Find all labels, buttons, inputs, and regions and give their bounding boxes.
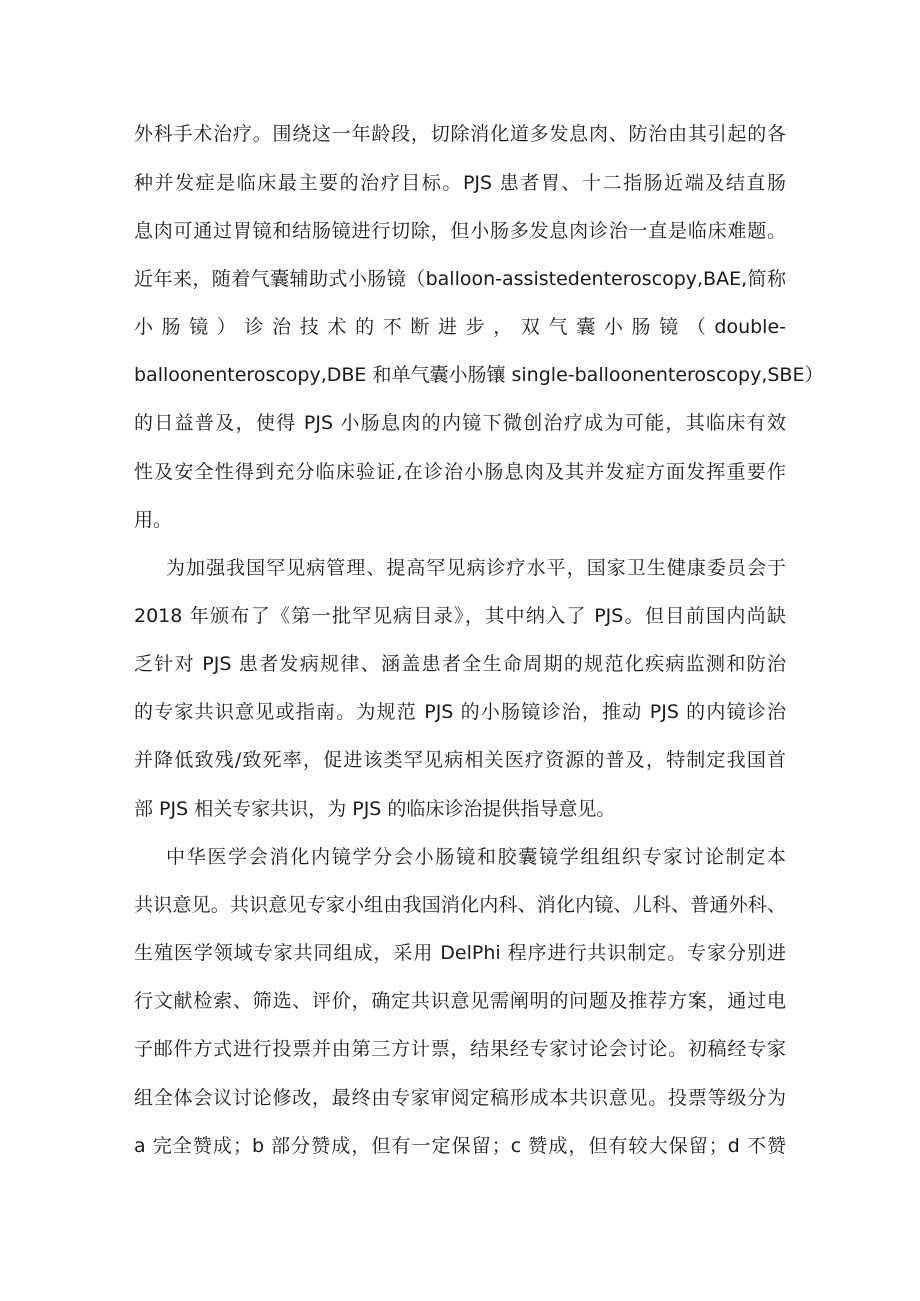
text-line: 生殖医学领域专家共同组成，采用 DelPhi 程序进行共识制定。专家分别进 [134, 942, 786, 964]
text-line: a 完全赞成；b 部分赞成，但有一定保留；c 赞成，但有较大保留；d 不赞 [134, 1135, 786, 1157]
text-line: 性及安全性得到充分临床验证,在诊治小肠息肉及其并发症方面发挥重要作 [134, 461, 786, 483]
text-line: 共识意见。共识意见专家小组由我国消化内科、消化内镜、儿科、普通外科、 [134, 894, 786, 916]
text-line: 种并发症是临床最主要的治疗目标。PJS 患者胃、十二指肠近端及结直肠 [134, 172, 786, 194]
text-line: 的日益普及，使得 PJS 小肠息肉的内镜下微创治疗成为可能，其临床有效 [134, 412, 786, 434]
paragraph-first-line: 为加强我国罕见病管理、提高罕见病诊疗水平，国家卫生健康委员会于 [166, 557, 786, 579]
text-line: 2018 年颁布了《第一批罕见病目录》，其中纳入了 PJS。但目前国内尚缺 [134, 605, 786, 627]
text-line: balloonenteroscopy,DBE 和单气囊小肠镶 single-balloonenteroscopy,SBE） [134, 364, 824, 386]
text-line: 行文献检索、筛选、评价，确定共识意见需阐明的问题及推荐方案，通过电 [134, 990, 786, 1012]
text-line: 组全体会议讨论修改，最终由专家审阅定稿形成本共识意见。投票等级分为 [134, 1087, 786, 1109]
text-line: 并降低致残/致死率，促进该类罕见病相关医疗资源的普及，特制定我国首 [134, 749, 786, 771]
paragraph-first-line: 中华医学会消化内镜学分会小肠镜和胶囊镜学组组织专家讨论制定本 [166, 846, 786, 868]
text-line: 小 肠 镜 ） 诊 治 技 术 的 不 断 进 步 ， 双 气 囊 小 肠 镜 （ double- [134, 316, 786, 338]
text-line: 近年来，随着气囊辅助式小肠镜（balloon-assistedenteroscopy,BAE,简称 [134, 268, 786, 290]
text-line: 用。 [134, 509, 173, 531]
text-line: 息肉可通过胃镜和结肠镜进行切除，但小肠多发息肉诊治一直是临床难题。 [134, 220, 786, 242]
text-line: 乏针对 PJS 患者发病规律、涵盖患者全生命周期的规范化疾病监测和防治 [134, 653, 786, 675]
text-line: 部 PJS 相关专家共识，为 PJS 的临床诊治提供指导意见。 [134, 798, 616, 820]
text-line: 的专家共识意见或指南。为规范 PJS 的小肠镜诊治，推动 PJS 的内镜诊治 [134, 701, 786, 723]
text-line: 外科手术治疗。围绕这一年龄段，切除消化道多发息肉、防治由其引起的各 [134, 123, 786, 145]
text-line: 子邮件方式进行投票并由第三方计票，结果经专家讨论会讨论。初稿经专家 [134, 1038, 786, 1060]
